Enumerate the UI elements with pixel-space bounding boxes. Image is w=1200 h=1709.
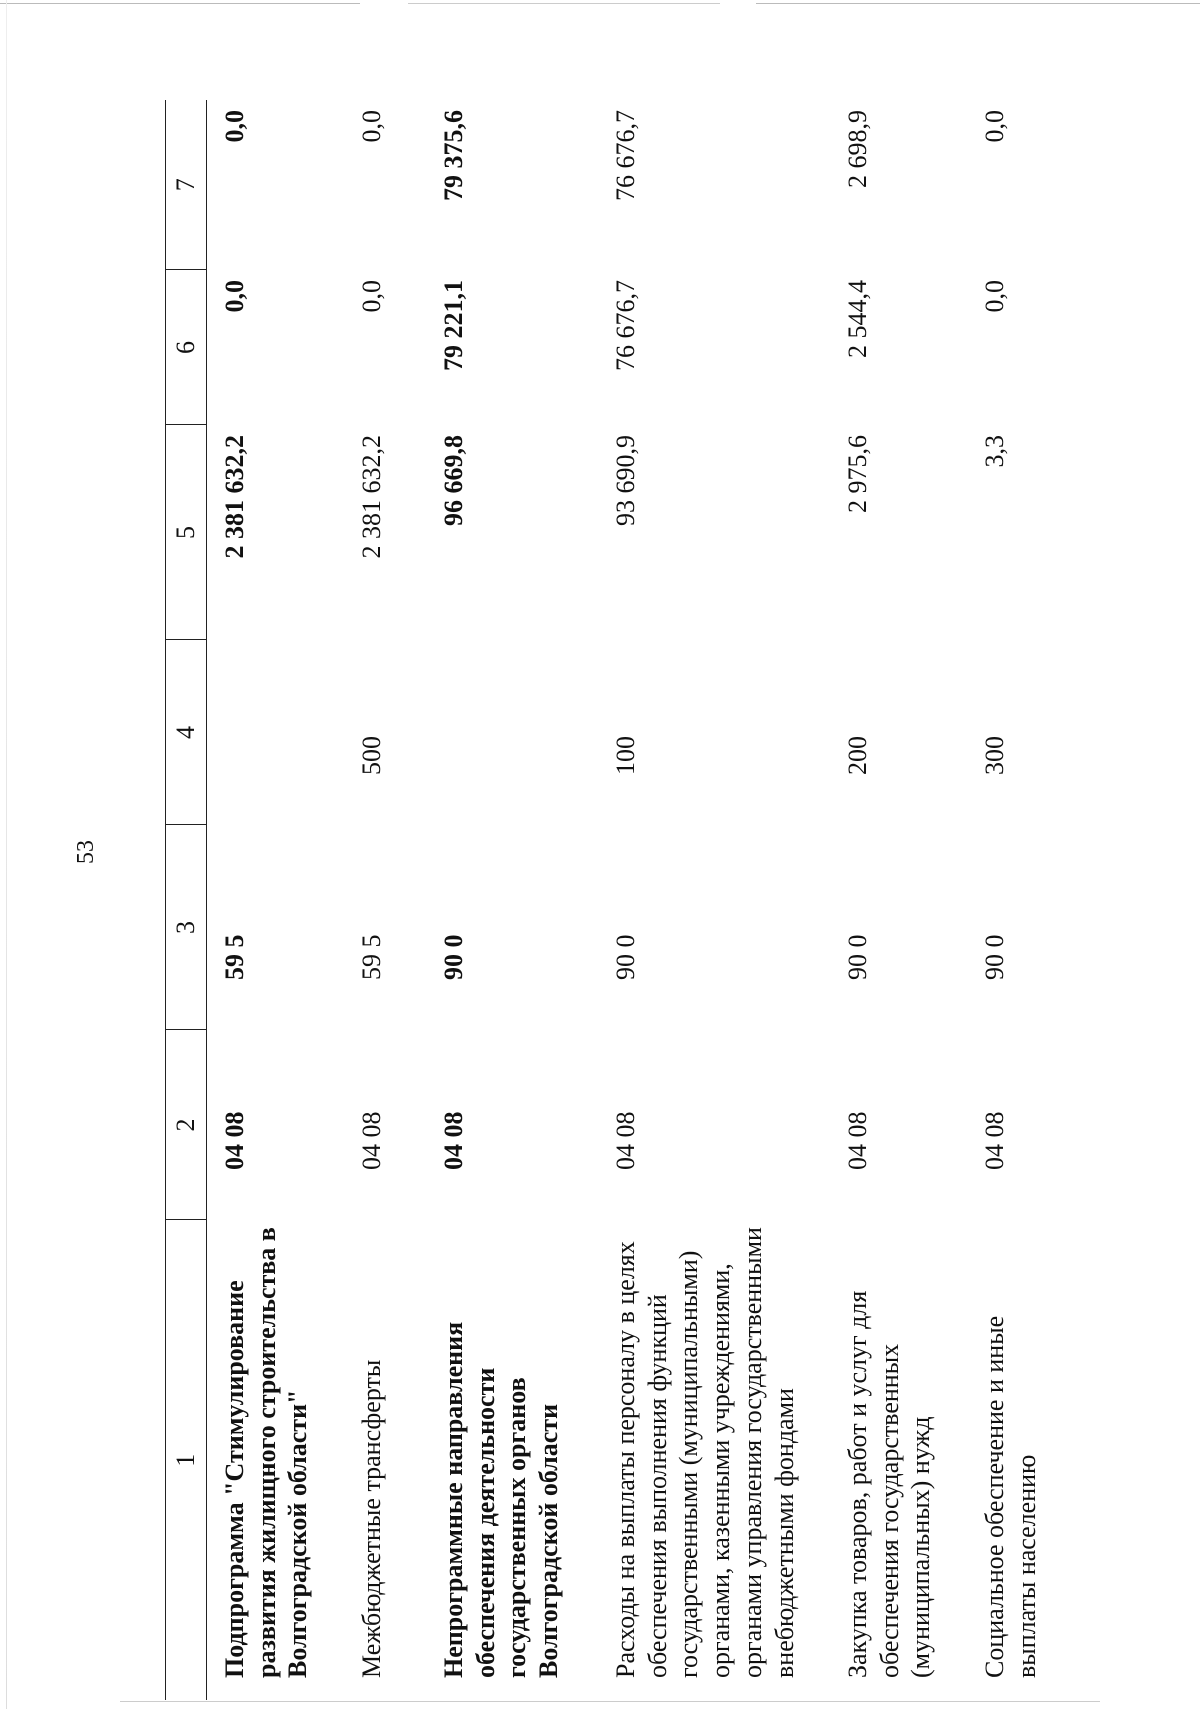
scan-artifact-left [6,0,7,1709]
amount-col6-cell: 0,0 [220,280,249,313]
target-code-cell: 90 0 [439,934,468,980]
amount-col6-cell: 79 221,1 [439,280,468,371]
amount-col7-cell: 2 698,9 [843,110,872,188]
expense-type-cell [426,640,598,825]
amount-col6-cell: 2 544,4 [843,280,872,358]
target-code-cell: 90 0 [980,934,1009,980]
section-code-cell: 04 08 [220,1111,249,1170]
expense-type-cell [207,640,345,825]
section-code-cell: 04 08 [611,1111,640,1170]
column-header: 7 [166,100,207,270]
scan-artifact-bottom [120,1701,1100,1702]
amount-col6-cell: 0,0 [980,280,1009,313]
column-header: 5 [166,425,207,640]
rotated-page-content [165,100,1041,1700]
amount-col6-cell: 76 676,7 [611,280,640,371]
column-header: 1 [166,1220,207,1700]
table-row [830,100,967,1700]
expense-type-cell: 200 [843,736,872,775]
amount-col5-cell: 2 975,6 [843,435,872,513]
expense-name-cell: Социальное обеспечение и иные выплаты населению [980,1315,1041,1678]
expense-name-cell: Межбюджетные трансферты [357,1359,386,1678]
column-header: 6 [166,270,207,425]
expense-name-cell: Подпрограмма "Стимулирование развития жилищного строительства в Волгоградской области" [220,1227,313,1678]
table-row [598,100,830,1700]
table-header-row [166,100,207,1700]
amount-col5-cell: 2 381 632,2 [357,435,386,559]
section-code-cell: 04 08 [357,1111,386,1170]
target-code-cell: 59 5 [357,934,386,980]
amount-col7-cell: 0,0 [220,110,249,143]
column-header: 3 [166,825,207,1030]
amount-col6-cell: 0,0 [357,280,386,313]
budget-table [165,100,1069,1700]
expense-type-cell: 500 [357,736,386,775]
table-row [967,100,1069,1700]
table-row [344,100,426,1700]
table-row [207,100,345,1700]
amount-col5-cell: 3,3 [980,435,1009,468]
table-row [426,100,598,1700]
expense-name-cell: Закупка товаров, работ и услуг для обеспечения государственных (муниципальных) нужд [843,1290,936,1678]
scan-artifact-top [0,3,1200,4]
page-number: 53 [73,840,99,864]
target-code-cell: 90 0 [843,934,872,980]
amount-col5-cell: 2 381 632,2 [220,435,249,559]
section-code-cell: 04 08 [980,1111,1009,1170]
expense-type-cell: 300 [980,736,1009,775]
amount-col7-cell: 76 676,7 [611,110,640,201]
target-code-cell: 90 0 [611,934,640,980]
expense-type-cell: 100 [611,736,640,775]
amount-col7-cell: 0,0 [980,110,1009,143]
section-code-cell: 04 08 [843,1111,872,1170]
amount-col5-cell: 93 690,9 [611,435,640,526]
amount-col5-cell: 96 669,8 [439,435,468,526]
target-code-cell: 59 5 [220,934,249,980]
amount-col7-cell: 0,0 [357,110,386,143]
amount-col7-cell: 79 375,6 [439,110,468,201]
expense-name-cell: Непрограммные направления обеспечения деятельности государственных органов Волгоградской области [439,1321,564,1678]
column-header: 4 [166,640,207,825]
expense-name-cell: Расходы на выплаты персоналу в целях обеспечения выполнения функций государственными (муниципальными) органами, казенными учреждениями, органами управления государственными внебюджетными фондами [611,1227,799,1678]
column-header: 2 [166,1030,207,1220]
section-code-cell: 04 08 [439,1111,468,1170]
